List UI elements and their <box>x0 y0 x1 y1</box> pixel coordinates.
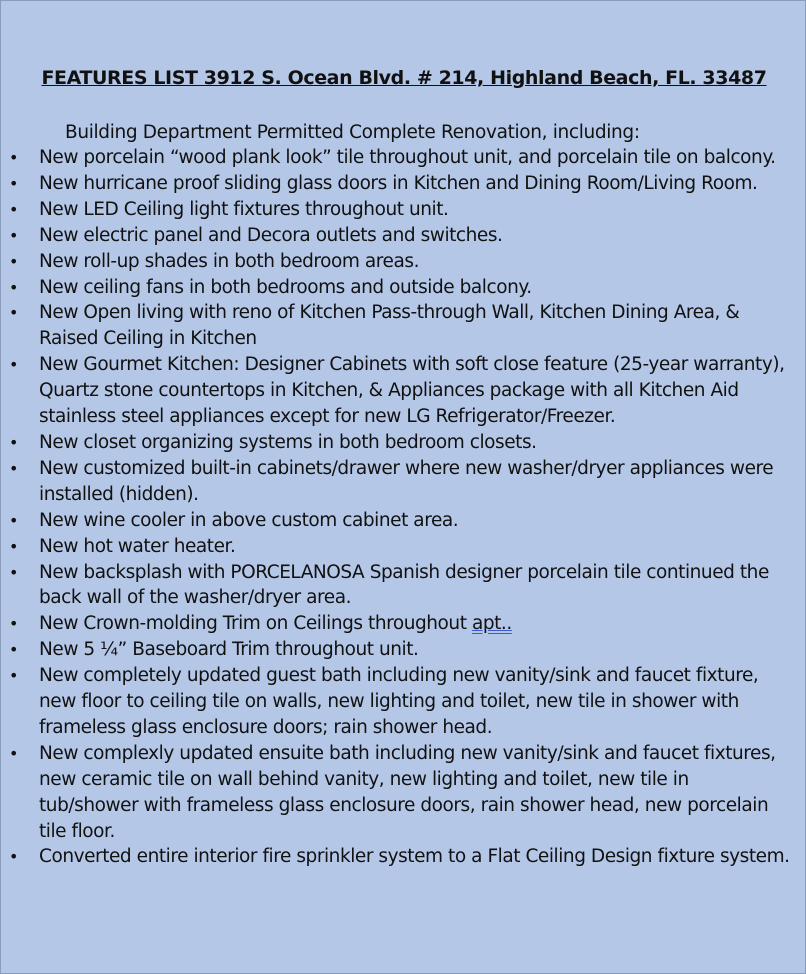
document-title: FEATURES LIST 3912 S. Ocean Blvd. # 214, Highland Beach, FL. 33487 <box>41 67 767 89</box>
feature-text: New porcelain “wood plank look” tile throughout unit, and porcelain tile on balcony. <box>39 147 776 168</box>
feature-item <box>1 249 791 275</box>
feature-item <box>1 560 791 612</box>
feature-item <box>1 508 791 534</box>
feature-text: New completely updated guest bath including new vanity/sink and faucet fixture, new floor to ceiling tile on walls, new lighting and toilet, new tile in shower with frameless glass enclosure doors; rain shower head. <box>39 665 759 738</box>
feature-text: New hot water heater. <box>39 535 236 557</box>
feature-text: New LED Ceiling light fixtures throughout unit. <box>39 198 449 220</box>
feature-text: New ceiling fans in both bedrooms and outside balcony. <box>39 276 532 298</box>
feature-text: New backsplash with PORCELANOSA Spanish designer porcelain tile continued the back wall of the washer/dryer area. <box>39 561 769 609</box>
feature-text: New Gourmet Kitchen: Designer Cabinets with soft close feature (25-year warranty), Quartz stone countertops in Kitchen, & Appliances package with all Kitchen Aid stainless steel appliances except for new LG Refrigerator/Freezer. <box>39 354 785 428</box>
bullet-icon: • <box>9 562 18 582</box>
feature-item <box>1 171 791 197</box>
bullet-icon: • <box>9 148 18 167</box>
feature-text: New Open living with reno of Kitchen Pass-through Wall, Kitchen Dining Area, & Raised Ceiling in Kitchen <box>39 302 740 350</box>
bullet-icon: • <box>9 199 18 219</box>
bullet-icon: • <box>9 277 18 297</box>
bullet-icon: • <box>9 225 18 245</box>
bullet-icon: • <box>9 303 18 323</box>
bullet-icon: • <box>9 510 18 530</box>
feature-text: New 5 ¼” Baseboard Trim throughout unit. <box>39 639 419 661</box>
feature-text: New hurricane proof sliding glass doors in Kitchen and Dining Room/Living Room. <box>39 172 758 194</box>
bullet-icon: • <box>9 847 18 867</box>
feature-item <box>1 534 791 560</box>
bullet-icon: • <box>9 743 18 763</box>
feature-item <box>1 741 791 845</box>
feature-item <box>1 663 791 741</box>
feature-item <box>1 430 791 456</box>
bullet-icon: • <box>9 432 18 452</box>
intro-line: Building Department Permitted Complete Renovation, including: <box>65 122 640 143</box>
feature-item <box>1 611 791 637</box>
feature-item <box>1 145 791 171</box>
features-list <box>1 145 791 870</box>
feature-text: New electric panel and Decora outlets and switches. <box>39 224 503 246</box>
bullet-icon: • <box>9 458 18 478</box>
feature-item <box>1 223 791 249</box>
feature-item <box>1 300 791 352</box>
bullet-icon: • <box>9 173 18 193</box>
bullet-icon: • <box>9 251 18 271</box>
feature-text: Converted entire interior fire sprinkler system to a Flat Ceiling Design fixture system. <box>39 846 790 868</box>
feature-text: New complexly updated ensuite bath including new vanity/sink and faucet fixtures, new ceramic tile on wall behind vanity, new lighting and toilet, new tile in tub/shower with frameless glass enclosure doors, rain shower head, new porcelain tile floor. <box>39 742 776 842</box>
bullet-icon: • <box>9 536 18 556</box>
bullet-icon: • <box>9 666 18 686</box>
bullet-icon: • <box>9 614 18 634</box>
feature-item <box>1 197 791 223</box>
apt-link[interactable]: apt.. <box>471 613 512 635</box>
feature-item <box>1 456 791 508</box>
feature-text: New wine cooler in above custom cabinet area. <box>39 509 459 531</box>
feature-item <box>1 275 791 301</box>
feature-item <box>1 352 791 430</box>
bullet-icon: • <box>9 355 18 375</box>
feature-text: New closet organizing systems in both bedroom closets. <box>39 431 537 453</box>
feature-item <box>1 844 791 870</box>
feature-text: New customized built-in cabinets/drawer where new washer/dryer appliances were installed (hidden). <box>39 457 774 505</box>
feature-text: New Crown-molding Trim on Ceilings throughout <box>39 613 472 635</box>
feature-text: New roll-up shades in both bedroom areas. <box>39 250 419 272</box>
bullet-icon: • <box>9 640 18 660</box>
feature-item <box>1 637 791 663</box>
